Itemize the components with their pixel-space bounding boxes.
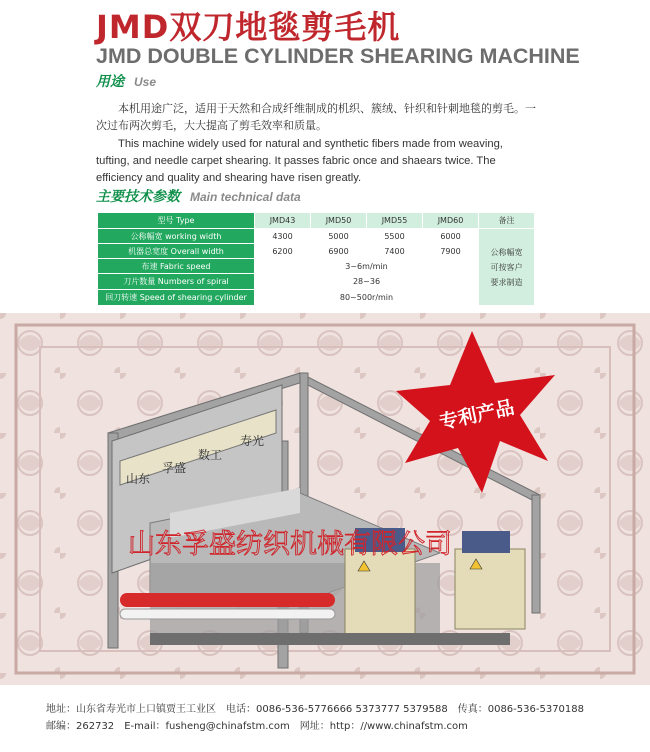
spec-table [98, 213, 534, 305]
spec-row-label: 刀片数量 Numbers of spiral [98, 274, 254, 289]
footer-email: E-mail：fusheng@chinafstm.com [124, 721, 290, 732]
red-roller [120, 593, 335, 607]
spec-value: 6900 [311, 244, 366, 258]
banner-text: 孚盛 [162, 461, 187, 475]
spec-note-line: 公称幅宽 [490, 247, 523, 257]
spec-note-line: 要求制造 [490, 277, 523, 287]
use-heading-cn: 用途 [96, 74, 124, 90]
banner-text: 寿光 [240, 434, 265, 448]
tech-heading-en: Main technical data [190, 190, 301, 204]
machine-base [150, 633, 510, 645]
use-text-en: This machine widely used for natural and synthetic fibers made from weaving, tufting, and needle carpet shearing. It passes fabric once and shaears twice. The efficiency and quality and shearing have risen greatly. [96, 138, 503, 184]
tech-heading-cn: 主要技术参数 [96, 189, 180, 205]
spec-value: 6200 [255, 244, 310, 258]
contact-footer [46, 701, 594, 735]
spec-value: 7900 [423, 244, 478, 258]
footer-phone: 电话：0086-536-5776666 5373777 5379588 [226, 704, 448, 715]
footer-line-1 [46, 701, 594, 718]
spec-note-header: 备注 [479, 213, 534, 228]
spec-value: 5500 [367, 229, 422, 243]
spec-note [479, 229, 534, 305]
spec-row-label: 回刀转速 Speed of shearing cylinder [98, 290, 254, 305]
tech-heading [96, 186, 301, 206]
footer-line-2 [46, 718, 594, 735]
spec-note-line: 可按客户 [490, 262, 523, 272]
spec-model: JMD55 [367, 213, 422, 228]
use-heading [96, 71, 156, 91]
banner-text: 山东 [126, 472, 151, 486]
spec-value: 5000 [311, 229, 366, 243]
spec-value: 3~6m/min [255, 259, 478, 273]
banner-text: 数工 [198, 448, 223, 462]
spec-value: 28~36 [255, 274, 478, 289]
footer-website: 网址：http：//www.chinafstm.com [299, 721, 468, 732]
white-roller [120, 609, 335, 619]
page-title-en: JMD DOUBLE CYLINDER SHEARING MACHINE [96, 44, 580, 68]
spec-row-label: 机器总宽度 Overall width [98, 244, 254, 258]
shearing-machine-illustration [0, 313, 650, 685]
spec-value: 4300 [255, 229, 310, 243]
page-title-cn: JMD双刀地毯剪毛机 [96, 8, 401, 46]
spec-model: JMD43 [255, 213, 310, 228]
use-text-cn: 本机用途广泛，适用于天然和合成纤维制成的机织、簇绒、针织和针刺地毯的剪毛。一次过布两次剪毛，大大提高了剪毛效率和质量。 [96, 102, 536, 132]
spec-row-label: 布速 Fabric speed [98, 259, 254, 273]
footer-fax: 传真：0086-536-5370188 [457, 704, 585, 715]
spec-type-label: 型号 Type [98, 213, 254, 228]
footer-address: 地址：山东省寿光市上口镇贾王工业区 [46, 704, 216, 715]
spec-model: JMD50 [311, 213, 366, 228]
use-heading-en: Use [134, 75, 157, 89]
spec-value: 6000 [423, 229, 478, 243]
spec-value: 80~500r/min [255, 290, 478, 305]
spec-value: 7400 [367, 244, 422, 258]
spec-row-label: 公称幅宽 working width [98, 229, 254, 243]
starburst-text: 专利产品 [437, 396, 517, 434]
footer-postcode: 邮编：262732 [46, 721, 115, 732]
company-watermark: 山东孚盛纺织机械有限公司 [128, 529, 452, 560]
spec-model: JMD60 [423, 213, 478, 228]
product-photo [0, 313, 650, 685]
